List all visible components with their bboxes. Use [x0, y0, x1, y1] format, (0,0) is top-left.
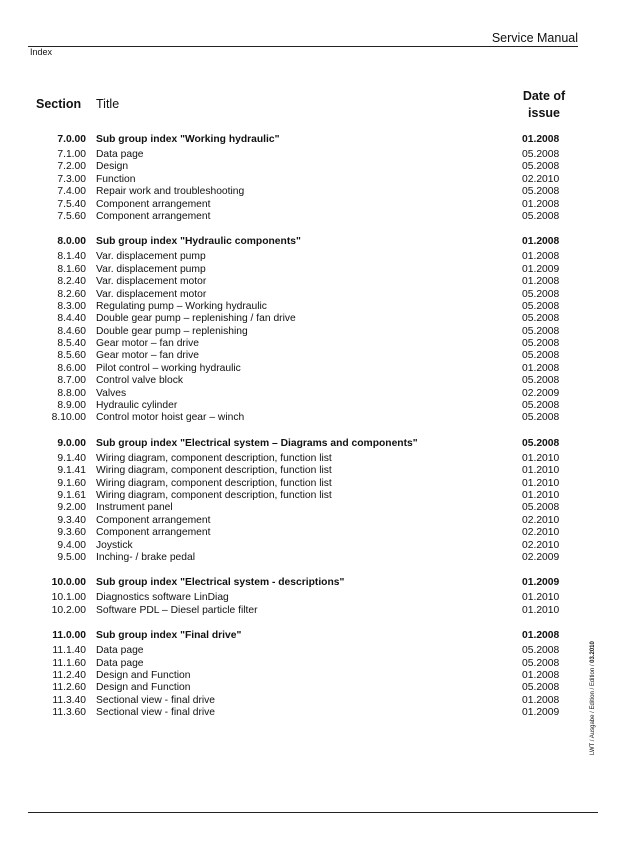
issue-date: 05.2008 — [522, 210, 560, 222]
entry-title: Regulating pump – Working hydraulic — [96, 300, 267, 312]
table-row — [0, 695, 638, 707]
page-subtitle: Index — [30, 47, 53, 57]
table-row — [0, 350, 638, 362]
header-rule — [28, 46, 578, 47]
entry-title: Sectional view - final drive — [96, 694, 216, 706]
table-row — [0, 707, 638, 719]
group-header-row — [0, 437, 638, 451]
entry-title: Var. displacement pump — [96, 251, 206, 263]
footer-rule — [28, 812, 598, 813]
table-row — [0, 289, 638, 301]
issue-date: 01.2008 — [522, 134, 560, 145]
issue-date: 05.2008 — [522, 350, 560, 362]
section-number: 9.4.00 — [57, 539, 86, 551]
issue-date: 05.2008 — [522, 437, 560, 449]
column-header-date-line2: issue — [528, 106, 560, 120]
section-number: 11.3.40 — [52, 694, 86, 706]
table-row — [0, 453, 638, 465]
entry-title: Data page — [96, 657, 144, 669]
edition-note — [590, 641, 596, 755]
issue-date: 01.2008 — [522, 362, 560, 374]
issue-date: 01.2009 — [522, 577, 560, 589]
entry-title: Inching- / brake pedal — [96, 551, 196, 563]
group-header-row — [0, 235, 638, 249]
section-number: 9.1.61 — [57, 489, 86, 501]
issue-date: 05.2008 — [522, 149, 560, 160]
issue-date: 05.2008 — [522, 161, 560, 173]
section-number: 9.3.40 — [57, 514, 86, 526]
edition-note-date: 03.2010 — [590, 641, 596, 663]
section-number: 11.1.60 — [52, 657, 86, 669]
table-row — [0, 502, 638, 514]
entry-title: Valves — [96, 387, 127, 399]
section-number: 9.0.00 — [57, 437, 86, 449]
entry-title: Design and Function — [96, 682, 191, 694]
issue-date: 01.2010 — [522, 604, 560, 616]
issue-date: 01.2008 — [522, 694, 560, 706]
table-row — [0, 149, 638, 161]
group-header-row — [0, 629, 638, 643]
issue-date: 05.2008 — [522, 412, 560, 424]
section-number: 8.9.00 — [57, 400, 86, 412]
entry-title: Wiring diagram, component description, function list — [96, 489, 332, 501]
table-row — [0, 199, 638, 211]
issue-date: 01.2010 — [522, 465, 560, 477]
entry-title: Double gear pump – replenishing / fan drive — [96, 313, 296, 325]
table-row — [0, 515, 638, 527]
entry-title: Component arrangement — [96, 210, 211, 222]
table-row — [0, 375, 638, 387]
section-number: 9.3.60 — [57, 527, 86, 539]
section-number: 8.6.00 — [57, 362, 86, 374]
section-number: 8.2.40 — [57, 276, 86, 288]
table-row — [0, 478, 638, 490]
section-number: 7.5.60 — [57, 210, 86, 222]
issue-date: 05.2008 — [522, 338, 560, 350]
entry-title: Design — [96, 161, 129, 173]
section-number: 8.4.60 — [57, 325, 86, 337]
entry-title: Component arrangement — [96, 527, 211, 539]
table-row — [0, 251, 638, 263]
group-header-row — [0, 576, 638, 590]
column-header-date — [510, 88, 578, 122]
entry-title: Var. displacement pump — [96, 263, 206, 275]
issue-date: 01.2010 — [522, 592, 560, 604]
table-row — [0, 276, 638, 288]
section-number: 11.3.60 — [52, 707, 86, 719]
table-row — [0, 400, 638, 412]
entry-title: Hydraulic cylinder — [96, 400, 178, 412]
edition-note-text: LWT / Ausgabe / Edition / Edition / — [590, 662, 596, 755]
table-row — [0, 211, 638, 223]
section-number: 7.1.00 — [57, 149, 86, 160]
section-group — [0, 437, 638, 565]
entry-title: Sub group index "Working hydraulic" — [96, 134, 280, 145]
section-number: 9.2.00 — [57, 502, 86, 514]
issue-date: 01.2009 — [522, 707, 560, 719]
entry-title: Software PDL – Diesel particle filter — [96, 604, 258, 616]
issue-date: 02.2010 — [522, 539, 560, 551]
table-row — [0, 161, 638, 173]
table-row — [0, 552, 638, 564]
section-number: 8.2.60 — [57, 288, 86, 300]
section-number: 9.1.60 — [57, 477, 86, 489]
entry-title: Gear motor – fan drive — [96, 338, 200, 350]
issue-date: 02.2009 — [522, 551, 560, 563]
table-row — [0, 605, 638, 617]
section-number: 11.0.00 — [52, 630, 86, 642]
table-row — [0, 388, 638, 400]
section-group — [0, 576, 638, 617]
issue-date: 05.2008 — [522, 300, 560, 312]
table-row — [0, 658, 638, 670]
entry-title: Wiring diagram, component description, function list — [96, 465, 332, 477]
table-row — [0, 465, 638, 477]
issue-date: 05.2008 — [522, 186, 560, 198]
entry-title: Sub group index "Final drive" — [96, 630, 242, 642]
entry-title: Wiring diagram, component description, function list — [96, 477, 332, 489]
section-number: 8.7.00 — [57, 375, 86, 387]
column-header-date-line1: Date of — [522, 89, 566, 103]
issue-date: 01.2010 — [522, 452, 560, 464]
table-row — [0, 363, 638, 375]
section-number: 11.2.60 — [52, 682, 86, 694]
issue-date: 01.2008 — [522, 630, 560, 642]
section-number: 8.5.40 — [57, 338, 86, 350]
table-row — [0, 682, 638, 694]
index-table — [0, 133, 638, 731]
section-number: 7.2.00 — [57, 161, 86, 173]
entry-title: Design and Function — [96, 669, 191, 681]
issue-date: 01.2010 — [522, 489, 560, 501]
entry-title: Data page — [96, 645, 144, 657]
entry-title: Sub group index "Electrical system – Diagrams and components" — [96, 437, 418, 449]
section-group — [0, 629, 638, 719]
issue-date: 02.2010 — [522, 514, 560, 526]
issue-date: 05.2008 — [522, 313, 560, 325]
section-number: 7.3.00 — [57, 173, 86, 185]
section-number: 8.0.00 — [57, 236, 86, 248]
table-row — [0, 592, 638, 604]
entry-title: Double gear pump – replenishing — [96, 325, 248, 337]
section-number: 8.1.40 — [57, 251, 86, 263]
table-row — [0, 645, 638, 657]
entry-title: Control motor hoist gear – winch — [96, 412, 245, 424]
table-row — [0, 670, 638, 682]
entry-title: Instrument panel — [96, 502, 173, 514]
table-row — [0, 490, 638, 502]
section-group — [0, 133, 638, 223]
entry-title: Sub group index "Hydraulic components" — [96, 236, 301, 248]
entry-title: Gear motor – fan drive — [96, 350, 200, 362]
issue-date: 05.2008 — [522, 682, 560, 694]
section-number: 8.4.40 — [57, 313, 86, 325]
table-row — [0, 540, 638, 552]
issue-date: 01.2008 — [522, 251, 560, 263]
issue-date: 05.2008 — [522, 502, 560, 514]
entry-title: Diagnostics software LinDiag — [96, 592, 229, 604]
issue-date: 02.2010 — [522, 527, 560, 539]
entry-title: Sub group index "Electrical system - descriptions" — [96, 577, 345, 589]
issue-date: 05.2008 — [522, 400, 560, 412]
section-number: 8.10.00 — [51, 412, 86, 424]
issue-date: 02.2009 — [522, 387, 560, 399]
section-number: 11.1.40 — [52, 645, 86, 657]
issue-date: 05.2008 — [522, 375, 560, 387]
entry-title: Control valve block — [96, 375, 183, 387]
column-header-title: Title — [96, 97, 120, 111]
section-number: 7.4.00 — [57, 186, 86, 198]
section-group — [0, 235, 638, 424]
table-row — [0, 326, 638, 338]
issue-date: 01.2008 — [522, 669, 560, 681]
section-number: 9.1.41 — [57, 465, 86, 477]
issue-date: 05.2008 — [522, 325, 560, 337]
section-number: 7.0.00 — [57, 134, 86, 145]
group-header-row — [0, 133, 638, 147]
entry-title: Repair work and troubleshooting — [96, 186, 245, 198]
entry-title: Component arrangement — [96, 514, 211, 526]
issue-date: 01.2009 — [522, 263, 560, 275]
entry-title: Component arrangement — [96, 198, 211, 210]
issue-date: 01.2008 — [522, 276, 560, 288]
table-row — [0, 412, 638, 424]
entry-title: Data page — [96, 149, 144, 160]
section-number: 9.5.00 — [57, 551, 86, 563]
issue-date: 01.2008 — [522, 236, 560, 248]
manual-title: Service Manual — [491, 31, 578, 45]
table-row — [0, 313, 638, 325]
column-header-section: Section — [36, 97, 82, 111]
issue-date: 05.2008 — [522, 657, 560, 669]
section-number: 10.0.00 — [51, 577, 86, 589]
entry-title: Pilot control – working hydraulic — [96, 362, 241, 374]
entry-title: Function — [96, 173, 136, 185]
table-row — [0, 301, 638, 313]
section-number: 10.2.00 — [51, 604, 86, 616]
section-number: 11.2.40 — [52, 669, 86, 681]
section-number: 8.3.00 — [57, 300, 86, 312]
entry-title: Joystick — [96, 539, 133, 551]
table-row — [0, 338, 638, 350]
table-row — [0, 264, 638, 276]
issue-date: 01.2008 — [522, 198, 560, 210]
section-number: 9.1.40 — [57, 452, 86, 464]
table-row — [0, 186, 638, 198]
entry-title: Wiring diagram, component description, function list — [96, 452, 332, 464]
section-number: 8.5.60 — [57, 350, 86, 362]
entry-title: Sectional view - final drive — [96, 707, 216, 719]
section-number: 8.8.00 — [57, 387, 86, 399]
table-row — [0, 174, 638, 186]
section-number: 8.1.60 — [57, 263, 86, 275]
entry-title: Var. displacement motor — [96, 276, 207, 288]
section-number: 10.1.00 — [51, 592, 86, 604]
entry-title: Var. displacement motor — [96, 288, 207, 300]
issue-date: 01.2010 — [522, 477, 560, 489]
table-row — [0, 527, 638, 539]
issue-date: 02.2010 — [522, 173, 560, 185]
section-number: 7.5.40 — [57, 198, 86, 210]
issue-date: 05.2008 — [522, 645, 560, 657]
issue-date: 05.2008 — [522, 288, 560, 300]
